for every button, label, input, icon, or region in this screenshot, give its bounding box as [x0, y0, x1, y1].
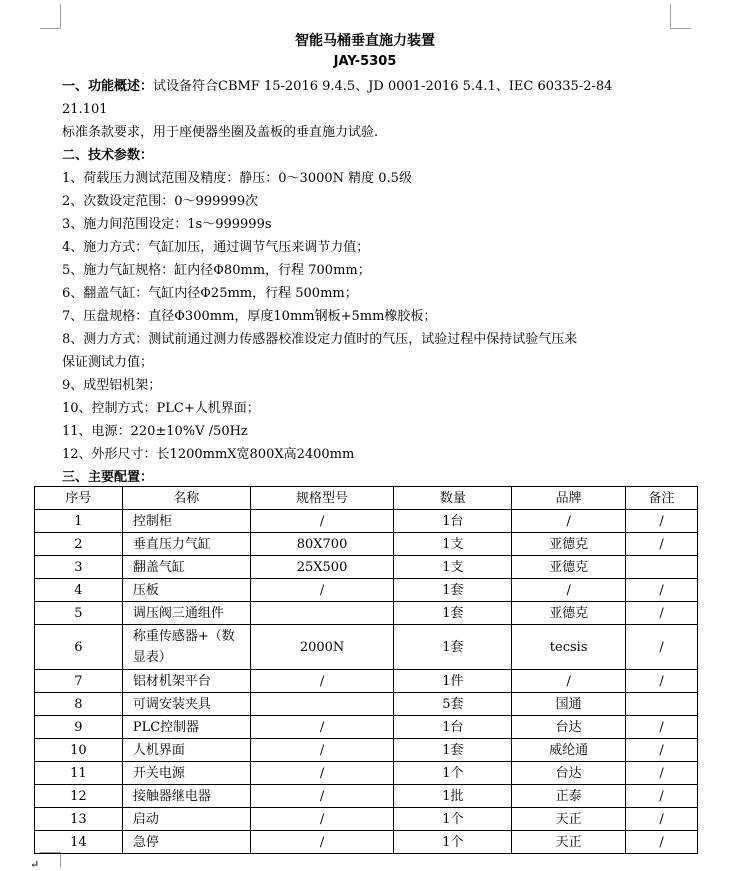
spec-item-continuation: 保证测试力值；: [62, 355, 154, 370]
cell-brand: /: [512, 670, 626, 693]
cell-spec: /: [250, 510, 394, 533]
cell-brand: 台达: [512, 716, 626, 739]
cell-spec: [250, 693, 394, 716]
cell-index: 5: [35, 602, 123, 625]
table-row: [35, 693, 698, 716]
cell-qty: 5套: [394, 693, 512, 716]
table-row: [35, 785, 698, 808]
cell-spec: /: [250, 785, 394, 808]
cell-name: 可调安装夹具: [122, 693, 250, 716]
document-title: 智能马桶垂直施力装置: [295, 33, 435, 49]
cell-qty: 1套: [394, 579, 512, 602]
cell-brand: 天正: [512, 831, 626, 854]
cell-remark: /: [626, 808, 698, 831]
cell-brand: 亚德克: [512, 533, 626, 556]
cell-spec: 2000N: [250, 625, 394, 670]
cell-qty: 1套: [394, 602, 512, 625]
cell-index: 13: [35, 808, 123, 831]
spec-item: 8、测力方式：测试前通过测力传感器校准设定力值时的气压，试验过程中保持试验气压来: [62, 332, 578, 347]
cell-name: 称重传感器+（数显表）: [122, 625, 250, 670]
header-cell-name: 名称: [122, 487, 250, 510]
cell-index: 3: [35, 556, 123, 579]
cell-spec: [250, 602, 394, 625]
table-row: [35, 579, 698, 602]
cell-brand: 天正: [512, 808, 626, 831]
section1-line1: [62, 75, 702, 98]
cell-brand: 正泰: [512, 785, 626, 808]
cell-remark: /: [626, 670, 698, 693]
spec-item: 2、次数设定范围：0～999999次: [62, 194, 259, 209]
cell-name: 急停: [122, 831, 250, 854]
header-cell-brand: 品牌: [512, 487, 626, 510]
cell-brand: 威纶通: [512, 739, 626, 762]
cell-qty: 1台: [394, 510, 512, 533]
section2-heading: 二、技术参数：: [62, 148, 154, 163]
cell-spec: 80X700: [250, 533, 394, 556]
cell-qty: 1个: [394, 831, 512, 854]
page-corner-mark-top-right: [670, 4, 691, 29]
cell-brand: 国通: [512, 693, 626, 716]
cell-remark: /: [626, 510, 698, 533]
header-cell-spec: 规格型号: [250, 487, 394, 510]
header-cell-qty: 数量: [394, 487, 512, 510]
cell-index: 2: [35, 533, 123, 556]
page-corner-mark-top-left: [40, 4, 61, 29]
cell-index: 11: [35, 762, 123, 785]
cell-remark: /: [626, 602, 698, 625]
cell-qty: 1套: [394, 739, 512, 762]
spec-item: 1、荷载压力测试范围及精度：静压：0～3000N 精度 0.5级: [62, 171, 412, 186]
cell-name: 翻盖气缸: [122, 556, 250, 579]
spec-item: 7、压盘规格：直径Φ300mm，厚度10mm钢板+5mm橡胶板；: [62, 309, 437, 324]
header-cell-index: 序号: [35, 487, 123, 510]
table-row: [35, 716, 698, 739]
cell-brand: 亚德克: [512, 556, 626, 579]
spec-item: 6、翻盖气缸：气缸内径Φ25mm，行程 500mm；: [62, 286, 358, 301]
table-row: [35, 808, 698, 831]
cell-index: 12: [35, 785, 123, 808]
section1-heading: 一、功能概述：: [62, 79, 154, 94]
cell-name: 接触器继电器: [122, 785, 250, 808]
page-corner-mark-bottom-left: [40, 852, 61, 867]
table-row: [35, 602, 698, 625]
cell-name: 调压阀三通组件: [122, 602, 250, 625]
cell-index: 9: [35, 716, 123, 739]
cell-brand: 台达: [512, 762, 626, 785]
cell-qty: 1支: [394, 533, 512, 556]
cell-name: 垂直压力气缸: [122, 533, 250, 556]
section1-text-line1: 试设备符合CBMF 15-2016 9.4.5、JD 0001-2016 5.4.1、IEC 60335-2-84: [153, 79, 613, 94]
spec-item: 10、控制方式：PLC+人机界面；: [62, 401, 260, 416]
document-body: [62, 75, 702, 489]
spec-item: 9、成型铝机架；: [62, 378, 162, 393]
cell-index: 4: [35, 579, 123, 602]
cell-remark: /: [626, 579, 698, 602]
cell-remark: /: [626, 533, 698, 556]
cell-remark: [626, 556, 698, 579]
cell-index: 6: [35, 625, 123, 670]
cell-remark: /: [626, 625, 698, 670]
spec-item: 5、施力气缸规格：缸内径Φ80mm，行程 700mm；: [62, 263, 371, 278]
section1-text-line2: 21.101: [62, 102, 108, 117]
cell-name: 压板: [122, 579, 250, 602]
table-row: [35, 739, 698, 762]
cell-remark: /: [626, 716, 698, 739]
document-model: JAY-5305: [333, 54, 397, 69]
cell-brand: 亚德克: [512, 602, 626, 625]
table-body: [35, 510, 698, 854]
cell-spec: /: [250, 808, 394, 831]
table-row: [35, 670, 698, 693]
header-cell-remark: 备注: [626, 487, 698, 510]
table-row: [35, 831, 698, 854]
cell-index: 10: [35, 739, 123, 762]
cell-index: 7: [35, 670, 123, 693]
cell-spec: /: [250, 739, 394, 762]
table-header-row: [35, 487, 698, 510]
cell-remark: /: [626, 762, 698, 785]
cell-qty: 1支: [394, 556, 512, 579]
cell-index: 1: [35, 510, 123, 533]
cell-brand: tecsis: [512, 625, 626, 670]
spec-item: 4、施力方式：气缸加压，通过调节气压来调节力值；: [62, 240, 370, 255]
table-row: [35, 533, 698, 556]
cell-qty: 1批: [394, 785, 512, 808]
cell-spec: /: [250, 762, 394, 785]
cell-spec: /: [250, 831, 394, 854]
section3-heading: 三、主要配置：: [62, 470, 154, 485]
cell-brand: /: [512, 510, 626, 533]
cell-name: 控制柜: [122, 510, 250, 533]
cell-qty: 1台: [394, 716, 512, 739]
spec-item: 3、施力间范围设定：1s～999999s: [62, 217, 272, 232]
table-row: [35, 762, 698, 785]
cell-spec: /: [250, 579, 394, 602]
cell-qty: 1套: [394, 625, 512, 670]
cell-name: 开关电源: [122, 762, 250, 785]
spec-item: 11、电源：220±10%V /50Hz: [62, 424, 248, 439]
cell-spec: /: [250, 716, 394, 739]
cell-remark: /: [626, 831, 698, 854]
table-row: [35, 510, 698, 533]
cell-name: 铝材机架平台: [122, 670, 250, 693]
table-row: [35, 556, 698, 579]
cell-name: 人机界面: [122, 739, 250, 762]
cell-remark: /: [626, 739, 698, 762]
configuration-table: [34, 486, 698, 854]
table-row: [35, 625, 698, 670]
cell-remark: /: [626, 785, 698, 808]
cell-qty: 1个: [394, 808, 512, 831]
cell-index: 14: [35, 831, 123, 854]
cell-remark: [626, 693, 698, 716]
spec-item: 12、外形尺寸：长1200mmX宽800X高2400mm: [62, 447, 355, 462]
cell-index: 8: [35, 693, 123, 716]
cell-spec: 25X500: [250, 556, 394, 579]
cell-brand: /: [512, 579, 626, 602]
cell-qty: 1个: [394, 762, 512, 785]
cell-name: 启动: [122, 808, 250, 831]
section1-text-line3: 标准条款要求，用于座便器坐圈及盖板的垂直施力试验.: [62, 125, 379, 140]
cell-name: PLC控制器: [122, 716, 250, 739]
paragraph-mark: ↵: [30, 858, 40, 871]
cell-qty: 1件: [394, 670, 512, 693]
cell-spec: /: [250, 670, 394, 693]
